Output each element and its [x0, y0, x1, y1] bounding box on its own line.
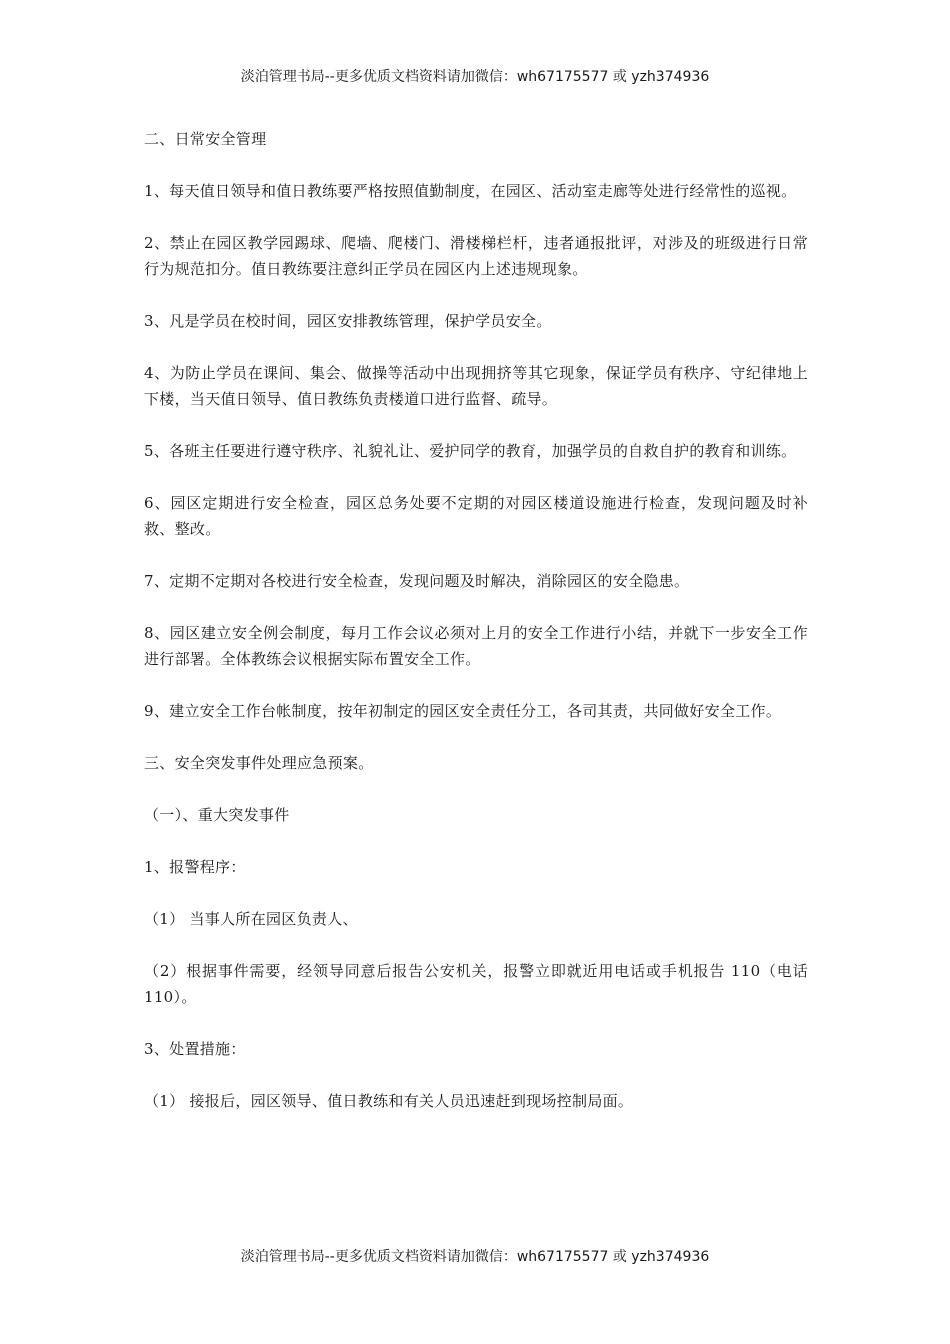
page-footer: 淡泊管理书局--更多优质文档资料请加微信：wh67175577 或 yzh374936	[240, 1249, 710, 1265]
paragraph: （1） 接报后，园区领导、值日教练和有关人员迅速赶到现场控制局面。	[144, 1092, 634, 1110]
document-body	[144, 126, 808, 1140]
section-heading: 二、日常安全管理	[144, 130, 267, 148]
subsection-heading: （一）、重大突发事件	[144, 806, 290, 824]
paragraph: 7、定期不定期对各校进行安全检查，发现问题及时解决，消除园区的安全隐患。	[144, 572, 690, 590]
paragraph: 8、园区建立安全例会制度，每月工作会议必须对上月的安全工作进行小结，并就下一步安全工作进行部署。全体教练会议根据实际布置安全工作。	[144, 624, 808, 668]
paragraph: （1） 当事人所在园区负责人、	[144, 910, 358, 928]
paragraph: 6、园区定期进行安全检查，园区总务处要不定期的对园区楼道设施进行检查，发现问题及时补救、整改。	[144, 494, 808, 538]
paragraph: 3、凡是学员在校时间，园区安排教练管理，保护学员安全。	[144, 312, 552, 330]
paragraph: 5、各班主任要进行遵守秩序、礼貌礼让、爱护同学的教育，加强学员的自救自护的教育和训练。	[144, 442, 797, 460]
section-heading: 三、安全突发事件处理应急预案。	[144, 754, 374, 772]
paragraph: 1、报警程序：	[144, 858, 246, 876]
paragraph: 1、每天值日领导和值日教练要严格按照值勤制度，在园区、活动室走廊等处进行经常性的巡视。	[144, 182, 797, 200]
paragraph: 9、建立安全工作台帐制度，按年初制定的园区安全责任分工，各司其责，共同做好安全工作。	[144, 702, 782, 720]
paragraph: 4、为防止学员在课间、集会、做操等活动中出现拥挤等其它现象，保证学员有秩序、守纪律地上下楼，当天值日领导、值日教练负责楼道口进行监督、疏导。	[144, 364, 808, 408]
page-header: 淡泊管理书局--更多优质文档资料请加微信：wh67175577 或 yzh374936	[240, 69, 710, 85]
paragraph: 2、禁止在园区教学园踢球、爬墙、爬楼门、滑楼梯栏杆，违者通报批评，对涉及的班级进行日常行为规范扣分。值日教练要注意纠正学员在园区内上述违规现象。	[144, 234, 808, 278]
paragraph: （2）根据事件需要，经领导同意后报告公安机关，报警立即就近用电话或手机报告 110（电话 110）。	[144, 962, 808, 1006]
paragraph: 3、处置措施：	[144, 1040, 246, 1058]
